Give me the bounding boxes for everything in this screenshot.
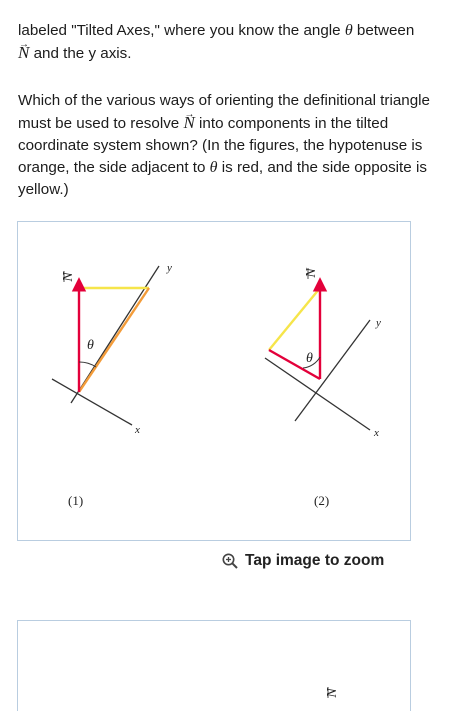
x-axis-1 (52, 379, 132, 425)
n-vector-symbol: → N (18, 43, 29, 62)
theta-label-2: θ (306, 351, 313, 366)
y-label-1: y (167, 262, 172, 274)
theta-arc-1 (79, 362, 96, 367)
intro-paragraph: labeled "Tilted Axes," where you know the angle θ between → N and the y axis. (18, 20, 442, 65)
opposite-side-2 (269, 288, 320, 350)
theta-symbol: θ (344, 22, 353, 39)
zoom-icon (222, 553, 238, 569)
theta-label-1: θ (87, 338, 94, 353)
figure-2 (265, 268, 381, 508)
x-label-2: x (374, 427, 379, 439)
tap-to-zoom-button[interactable] (222, 552, 384, 570)
second-figure-preview (18, 621, 410, 701)
n-label-preview: N (325, 688, 340, 698)
theta-symbol: θ (209, 159, 218, 176)
n-vector-symbol: → N (183, 113, 194, 132)
figure-1 (52, 262, 172, 508)
n-label-2: N (304, 268, 319, 278)
zoom-label: Tap image to zoom (245, 552, 385, 569)
figure-image-2[interactable] (17, 620, 411, 711)
n-label-1: N (61, 272, 76, 282)
tilted-axes-figure (18, 222, 410, 540)
y-label-2: y (376, 317, 381, 329)
x-axis-2 (265, 358, 370, 430)
caption-1: (1) (68, 493, 84, 508)
question-paragraph: Which of the various ways of orienting the definitional triangle must be used to resolve → N into components in the tilted coordinate system shown? (In the figures, the hypotenuse is orange, the side adjacent to θ is red, and the side opposite is yellow.) (18, 90, 442, 201)
figure-image[interactable] (17, 221, 411, 541)
caption-2: (2) (314, 493, 330, 508)
x-label-1: x (135, 424, 140, 436)
